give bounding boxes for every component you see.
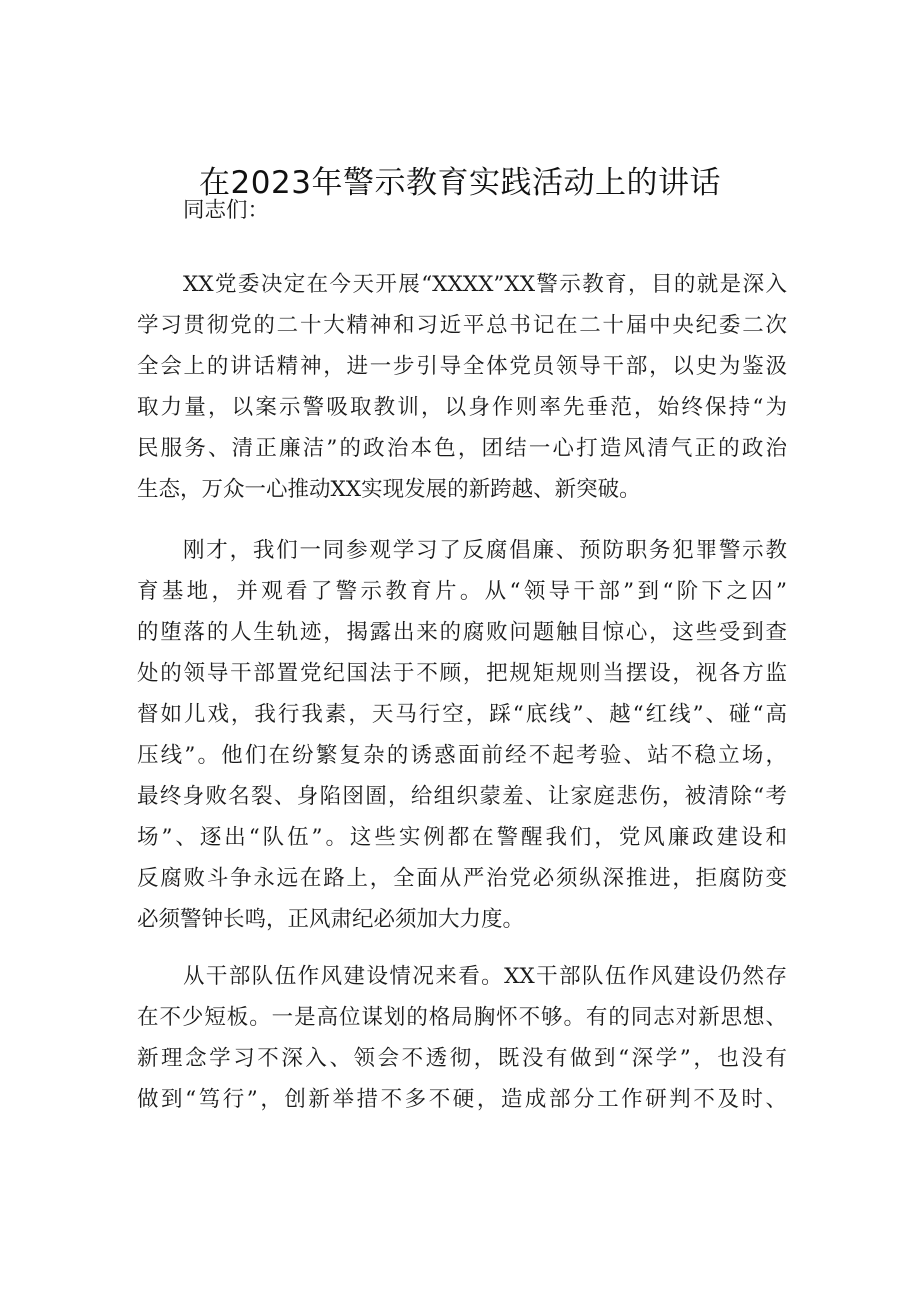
paragraph-line: 场”、逐出“队伍”。这些实例都在警醒我们，党风廉政建设和 [137, 825, 787, 850]
paragraph-line: 督如儿戏，我行我素，天马行空，踩“底线”、越“红线”、碰“高 [137, 702, 787, 727]
paragraph-line: 刚才，我们一同参观学习了反腐倡廉、预防职务犯罪警示教 [183, 538, 787, 563]
paragraph-line: 取力量，以案示警吸取教训，以身作则率先垂范，始终保持“为 [137, 395, 787, 420]
paragraph-line: 新理念学习不深入、领会不透彻，既没有做到“深学”，也没有 [137, 1046, 787, 1071]
paragraph-line: 的堕落的人生轨迹，揭露出来的腐败问题触目惊心，这些受到查 [137, 620, 787, 645]
paragraph-line: 反腐败斗争永远在路上，全面从严治党必须纵深推进，拒腐防变 [137, 866, 787, 891]
paragraph-line: 处的领导干部置党纪国法于不顾，把规矩规则当摆设，视各方监 [137, 661, 787, 686]
paragraph-line: 在不少短板。一是高位谋划的格局胸怀不够。有的同志对新思想、 [137, 1005, 787, 1030]
paragraph-line: 全会上的讲话精神，进一步引导全体党员领导干部，以史为鉴汲 [137, 354, 787, 379]
paragraph-line: 生态，万众一心推动XX实现发展的新跨越、新突破。 [137, 477, 641, 502]
paragraph-line: 做到“笃行”，创新举措不多不硬，造成部分工作研判不及时、 [137, 1087, 787, 1112]
document-title: 在2023年警示教育实践活动上的讲话 [199, 165, 721, 201]
paragraph-line: 压线”。他们在纷繁复杂的诱惑面前经不起考验、站不稳立场， [137, 743, 787, 768]
paragraph-line: 最终身败名裂、身陷囹圄，给组织蒙羞、让家庭悲伤，被清除“考 [137, 784, 787, 809]
paragraph-line: 育基地，并观看了警示教育片。从“领导干部”到“阶下之囚” [137, 579, 787, 604]
paragraph-line: 从干部队伍作风建设情况来看。XX干部队伍作风建设仍然存 [183, 964, 787, 989]
paragraph-line: 学习贯彻党的二十大精神和习近平总书记在二十届中央纪委二次 [137, 313, 787, 338]
paragraph-line: 民服务、清正廉洁”的政治本色，团结一心打造风清气正的政治 [137, 436, 787, 461]
paragraph-line: XX党委决定在今天开展“XXXX”XX警示教育，目的就是深入 [183, 272, 787, 297]
greeting: 同志们： [183, 198, 270, 223]
paragraph-line: 必须警钟长鸣，正风肃纪必须加大力度。 [137, 907, 525, 932]
